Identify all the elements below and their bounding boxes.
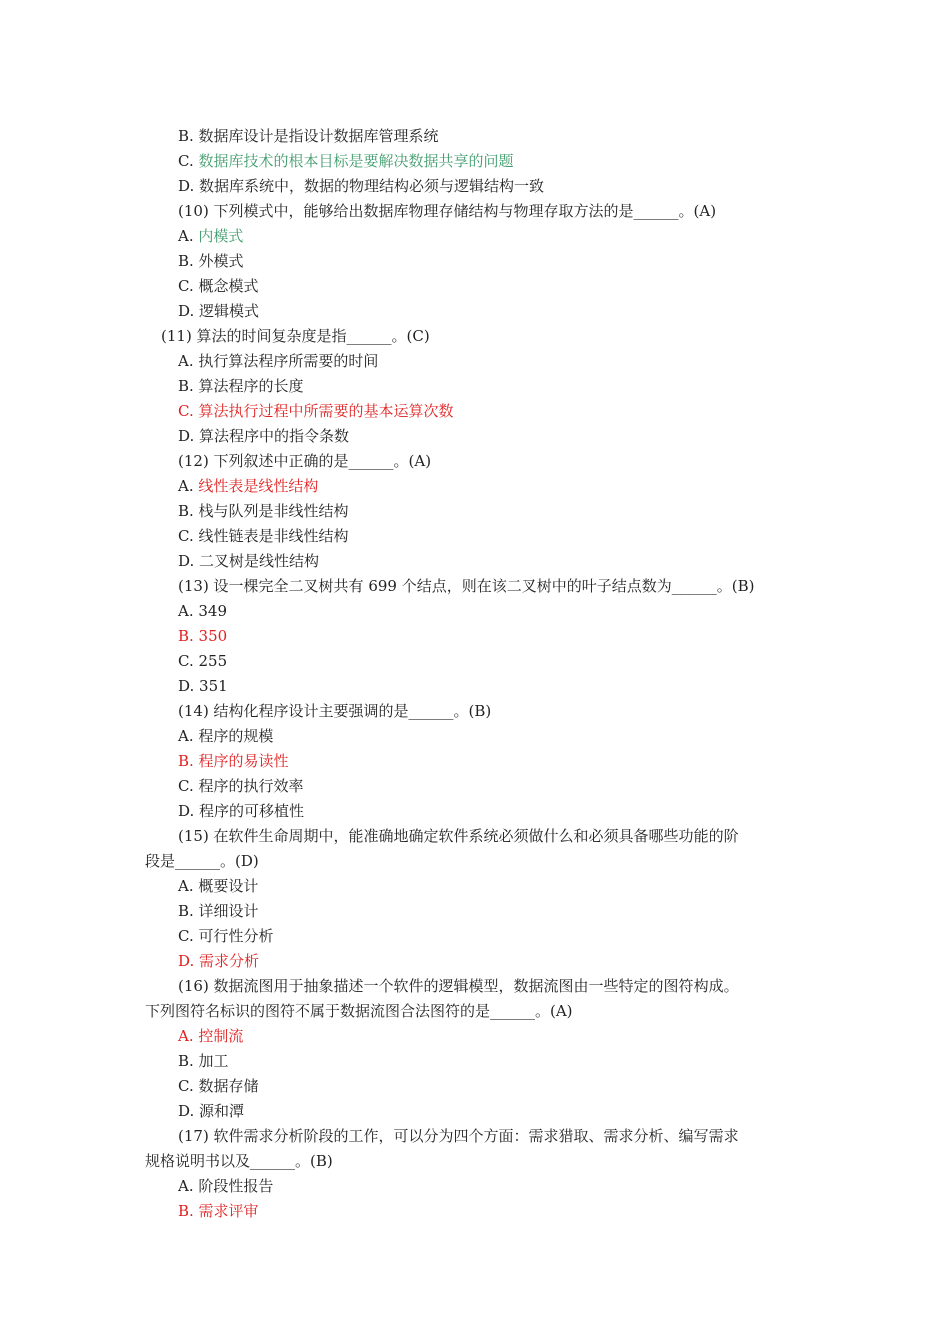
text-line: C. 255 [178, 652, 228, 670]
option-text: 内模式 [198, 227, 244, 245]
text-line: B. 350 [178, 627, 228, 645]
text-line: (14) 结构化程序设计主要强调的是______。(B) [178, 702, 492, 720]
text-line: D. 数据库系统中，数据的物理结构必须与逻辑结构一致 [178, 177, 545, 195]
text-line: D. 程序的可移植性 [178, 802, 305, 820]
text-line: B. 外模式 [178, 252, 244, 270]
option-prefix: A. [178, 477, 199, 495]
text-line: B. 程序的易读性 [178, 752, 289, 770]
text-line: (17) 软件需求分析阶段的工作，可以分为四个方面：需求猎取、需求分析、编写需求 [178, 1127, 739, 1145]
text-line: C. 程序的执行效率 [178, 777, 304, 795]
text-line [145, 224, 810, 249]
text-line: B. 加工 [178, 1052, 229, 1070]
text-line: D. 二叉树是线性结构 [178, 552, 320, 570]
text-line: B. 详细设计 [178, 902, 259, 920]
text-line: C. 线性链表是非线性结构 [178, 527, 349, 545]
text-line: D. 源和潭 [178, 1102, 245, 1120]
option-prefix: C. [178, 152, 199, 170]
text-line: B. 栈与队列是非线性结构 [178, 502, 349, 520]
text-line: A. 程序的规模 [178, 727, 274, 745]
text-line: A. 控制流 [178, 1027, 244, 1045]
text-line: (12) 下列叙述中正确的是______。(A) [178, 452, 432, 470]
text-line: (10) 下列模式中，能够给出数据库物理存储结构与物理存取方法的是______。(A) [178, 202, 717, 220]
text-line: A. 执行算法程序所需要的时间 [178, 352, 379, 370]
text-line: B. 数据库设计是指设计数据库管理系统 [178, 127, 439, 145]
text-line: (16) 数据流图用于抽象描述一个软件的逻辑模型，数据流图由一些特定的图符构成。 [178, 977, 739, 995]
text-line: 下列图符名标识的图符不属于数据流图合法图符的是______。(A) [145, 1002, 573, 1020]
text-line: D. 需求分析 [178, 952, 260, 970]
text-line [145, 474, 810, 499]
text-line: D. 算法程序中的指令条数 [178, 427, 350, 445]
text-line: A. 概要设计 [178, 877, 259, 895]
text-line [145, 149, 810, 174]
text-line: A. 349 [178, 602, 227, 620]
text-line: C. 可行性分析 [178, 927, 274, 945]
text-line: C. 概念模式 [178, 277, 259, 295]
text-line: B. 算法程序的长度 [178, 377, 304, 395]
text-line: (11) 算法的时间复杂度是指______。(C) [161, 327, 430, 345]
text-line: 规格说明书以及______。(B) [145, 1152, 333, 1170]
text-line: C. 算法执行过程中所需要的基本运算次数 [178, 402, 454, 420]
text-line: C. 数据存储 [178, 1077, 259, 1095]
option-text: 数据库技术的根本目标是要解决数据共享的问题 [198, 152, 514, 170]
text-line: D. 逻辑模式 [178, 302, 260, 320]
document-page [145, 124, 810, 1224]
text-line: 段是______。(D) [145, 852, 259, 870]
text-line: (13) 设一棵完全二叉树共有 699 个结点，则在该二叉树中的叶子结点数为______。(B) [178, 577, 755, 595]
text-line: A. 阶段性报告 [178, 1177, 274, 1195]
option-text: 线性表是线性结构 [198, 477, 319, 495]
text-line: B. 需求评审 [178, 1202, 259, 1220]
text-line: D. 351 [178, 677, 228, 695]
option-prefix: A. [178, 227, 199, 245]
text-line: (15) 在软件生命周期中，能准确地确定软件系统必须做什么和必须具备哪些功能的阶 [178, 827, 739, 845]
